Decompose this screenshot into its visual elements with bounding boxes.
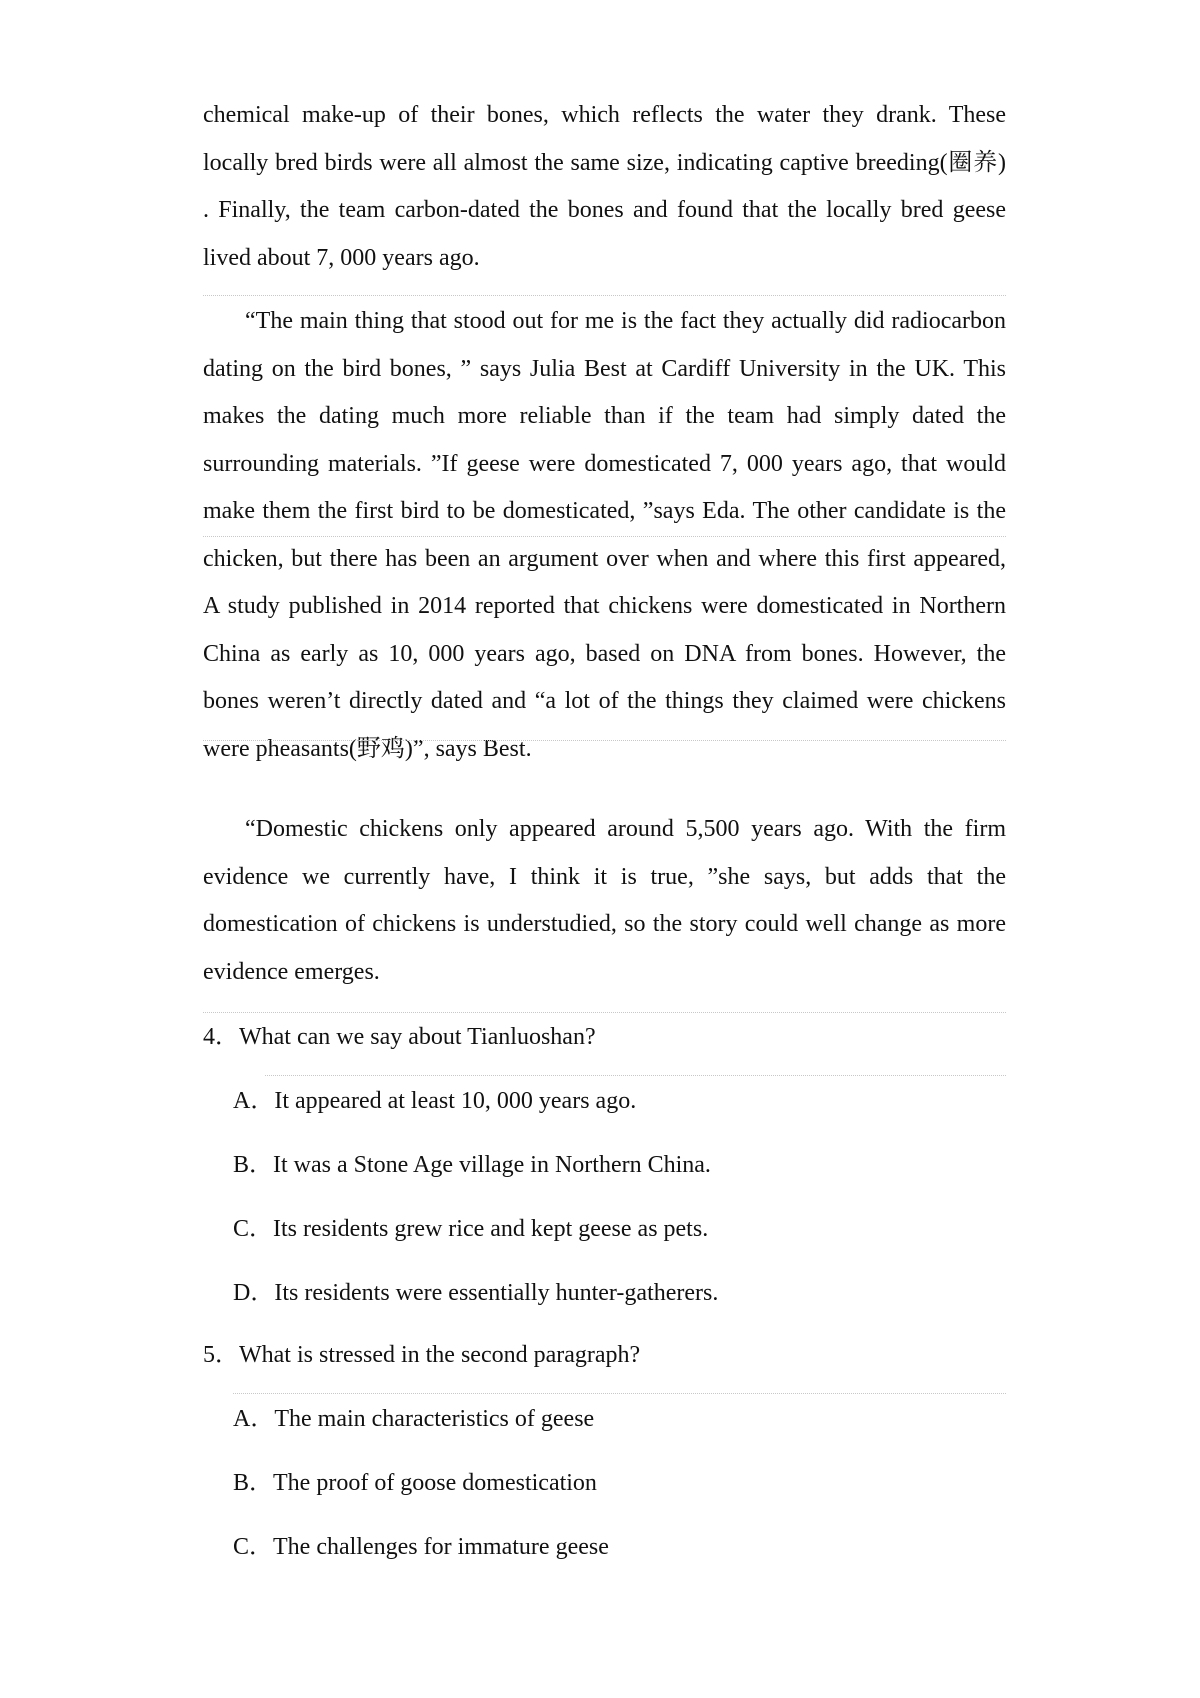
option-text: The main characteristics of geese — [274, 1406, 595, 1432]
option-5a[interactable] — [233, 1404, 594, 1434]
question-stem: What is stressed in the second paragraph? — [239, 1342, 641, 1368]
dotted-separator — [203, 740, 1006, 741]
option-letter: B． — [233, 1470, 274, 1496]
option-letter: B． — [233, 1152, 274, 1178]
passage-paragraph-1: chemical make-up of their bones, which reflects the water they drank. These locally bred birds were all almost the same size, indicating captive breeding(圈养) . Finally, the team carbon-dated the bones and found that the locally bred geese lived about 7, 000 years ago. — [203, 102, 1006, 271]
option-5c[interactable] — [233, 1532, 609, 1562]
option-text: The proof of goose domestication — [273, 1470, 597, 1496]
dotted-separator — [203, 1012, 1006, 1013]
dotted-separator — [233, 1393, 1006, 1394]
paragraph-3-text: “Domestic chickens only appeared around 5,500 years ago. With the firm evidence we currently have, I think it is true, ”she says, but adds that the domestication of chickens is understudied, so the story could well change as more evidence emerges. — [203, 816, 1006, 985]
question-number: 5． — [203, 1342, 239, 1368]
option-text: It appeared at least 10, 000 years ago. — [274, 1088, 637, 1114]
passage-paragraph-3 — [203, 806, 1006, 996]
paragraph-2-text: “The main thing that stood out for me is the fact they actually did radiocarbon dating on the bird bones, ” says Julia Best at Cardiff University in the UK. This makes the dating much more reliable than if the team had simply dated the surrounding materials. ”If geese were domesticated 7, 000 years ago, that would make them the first bird to be domesticated, ”says Eda. The other candidate is the chicken, but there has been an argument over when and where this first appeared, A study published in 2014 reported that chickens were domesticated in Northern China as early as 10, 000 years ago, based on DNA from bones. However, the bones weren’t directly dated and “a lot of the things they claimed were chickens were pheasants(野鸡)”, says Best. — [203, 308, 1054, 762]
option-5b[interactable] — [233, 1468, 597, 1498]
question-stem: What can we say about Tianluoshan? — [239, 1024, 596, 1050]
option-text: It was a Stone Age village in Northern China. — [273, 1152, 711, 1178]
question-4 — [203, 1022, 596, 1052]
option-4b[interactable] — [233, 1150, 711, 1180]
dotted-separator — [203, 295, 1006, 296]
option-4d[interactable] — [233, 1278, 718, 1308]
option-text: Its residents were essentially hunter-gatherers. — [274, 1280, 719, 1306]
option-letter: A． — [233, 1088, 275, 1114]
option-4c[interactable] — [233, 1214, 708, 1244]
option-letter: A． — [233, 1406, 275, 1432]
option-letter: C． — [233, 1216, 274, 1242]
question-number: 4． — [203, 1024, 239, 1050]
option-text: Its residents grew rice and kept geese as pets. — [273, 1216, 709, 1242]
option-letter: C． — [233, 1534, 274, 1560]
question-5 — [203, 1340, 640, 1370]
option-4a[interactable] — [233, 1086, 636, 1116]
dotted-separator — [265, 1075, 1006, 1076]
dotted-separator — [203, 536, 1006, 537]
option-letter: D． — [233, 1280, 275, 1306]
option-text: The challenges for immature geese — [273, 1534, 609, 1560]
